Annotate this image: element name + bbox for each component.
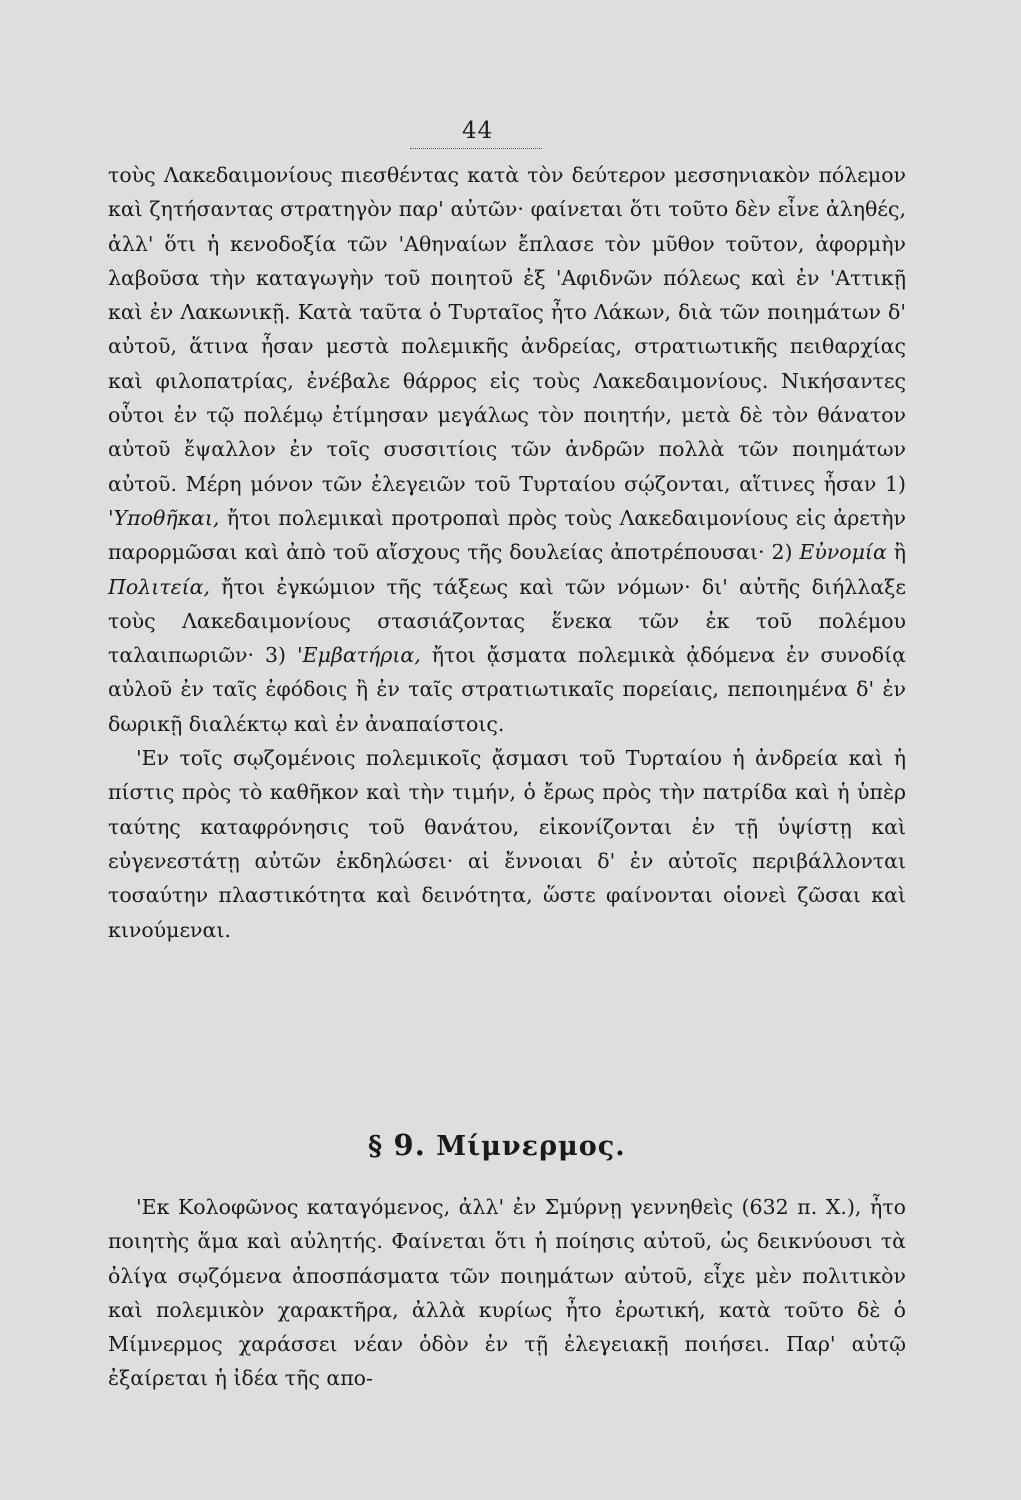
paragraph-tyrtaeus-themes: 'Εν τοῖς σῳζομένοις πολεμικοῖς ᾄσμασι τοῦ Τυρταίου ἡ ἀνδρεία καὶ ἡ πίστις πρὸς τὸ καθῆκον καὶ τὴν τιμήν, ὁ ἔρως πρὸς τὴν πατρίδα καὶ ἡ ὑπὲρ ταύτης καταφρόνησις τοῦ θανάτου, εἰκονίζονται ἐν τῇ ὑψίστῃ καὶ εὐγενεστάτῃ αὐτῶν ἐκδηλώσει· αἱ ἔννοιαι δ' ἐν αὐτοῖς περιβάλλονται τοσαύτην πλαστικότητα καὶ δεινότητα, ὥστε φαίνονται οἱονεὶ ζῶσαι καὶ κινούμεναι. — [108, 746, 906, 942]
paragraph-mimnermus: 'Εκ Κολοφῶνος καταγόμενος, ἀλλ' ἐν Σμύρνῃ γεννηθεὶς (632 π. Χ.), ἦτο ποιητὴς ἅμα καὶ αὐλητής. Φαίνεται ὅτι ἡ ποίησις αὐτοῦ, ὡς δεικνύουσι τὰ ὀλίγα σῳζόμενα ἀποσπάσματα τῶν ποιημάτων αὐτοῦ, εἶχε μὲν πολιτικὸν καὶ πολεμικὸν χαρακτῆρα, ἀλλὰ κυρίως ἦτο ἐρωτική, κατὰ τοῦτο δὲ ὁ Μίμνερμος χαράσσει νέαν ὁδὸν ἐν τῇ ἐλεγειακῇ ποιήσει. Παρ' αὐτῷ ἐξαίρεται ἡ ἰδέα τῆς απο- — [108, 1195, 906, 1391]
work-title-hypothekai: 'Υποθῆκαι, — [108, 505, 220, 530]
body-text-lower — [108, 1190, 906, 1396]
text-run: ἢ — [886, 540, 906, 565]
section-number: 9. — [393, 1128, 426, 1162]
section-title: Μίμνερμος. — [436, 1131, 626, 1162]
work-title-eunomia: Εὐνομία — [799, 540, 887, 565]
page-number-rule — [410, 148, 542, 149]
body-text-upper — [108, 158, 906, 947]
text-run: ἤτοι πολεμικαὶ προτροπαὶ πρὸς τοὺς Λακεδαιμονίους εἰς ἀρετὴν παρορμῶσαι καὶ ἀπὸ τοῦ αἴσχους τῆς δουλείας ἀποτρέπουσαι· 2) — [108, 505, 906, 565]
text-run: ἤτοι ᾄσματα πολεμικὰ ᾀδόμενα ἐν συνοδίᾳ αὐλοῦ ἐν ταῖς ἐφόδοις ἢ ἐν ταῖς στρατιωτικαῖς πορείαις, πεποιημένα δ' ἐν δωρικῇ διαλέκτῳ καὶ ἐν ἀναπαίστοις. — [108, 643, 906, 736]
work-title-politeia: Πολιτεία, — [108, 574, 210, 599]
work-title-embateria: 'Εμβατήρια, — [297, 643, 421, 668]
text-run: ἤτοι ἐγκώμιον τῆς τάξεως καὶ τῶν νόμων· δι' αὐτῆς διήλλαξε τοὺς Λακεδαιμονίους στασιάζοντας ἕνεκα τῶν ἐκ τοῦ πολέμου ταλαιπωριῶν· 3) — [108, 574, 906, 668]
section-heading — [368, 1128, 626, 1162]
page-number: 44 — [462, 118, 494, 144]
text-run: τοὺς Λακεδαιμονίους πιεσθέντας κατὰ τὸν δεύτερον μεσσηνιακὸν πόλεμον καὶ ζητήσαντας στρατηγὸν παρ' αὐτῶν· φαίνεται ὅτι τοῦτο δὲν εἶνε ἀληθές, ἀλλ' ὅτι ἡ κενοδοξία τῶν 'Αθηναίων ἔπλασε τὸν μῦθον τοῦτον, ἀφορμὴν λαβοῦσα τὴν καταγωγὴν τοῦ ποιητοῦ ἐξ 'Αφιδνῶν πόλεως καὶ ἐν 'Αττικῇ καὶ ἐν Λακωνικῇ. Κατὰ ταῦτα ὁ Τυρταῖος ἦτο Λάκων, διὰ τῶν ποιημάτων δ' αὐτοῦ, ἅτινα ἦσαν μεστὰ πολεμικῆς ἀνδρείας, στρατιωτικῆς πειθαρχίας καὶ φιλοπατρίας, ἐνέβαλε θάρρος εἰς τοὺς Λακεδαιμονίους. Νικήσαντες οὗτοι ἐν τῷ πολέμῳ ἐτίμησαν μεγάλως τὸν ποιητήν, μετὰ δὲ τὸν θάνατον αὐτοῦ ἔψαλλον ἐν τοῖς συσσιτίοις τῶν ἀνδρῶν πολλὰ τῶν ποιημάτων αὐτοῦ. Μέρη μόνον τῶν ἐλεγειῶν τοῦ Τυρταίου σῴζονται, αἵτινες ἦσαν 1) — [108, 163, 906, 496]
section-symbol: § — [368, 1131, 384, 1162]
paragraph-tyrtaeus-life — [108, 158, 906, 741]
